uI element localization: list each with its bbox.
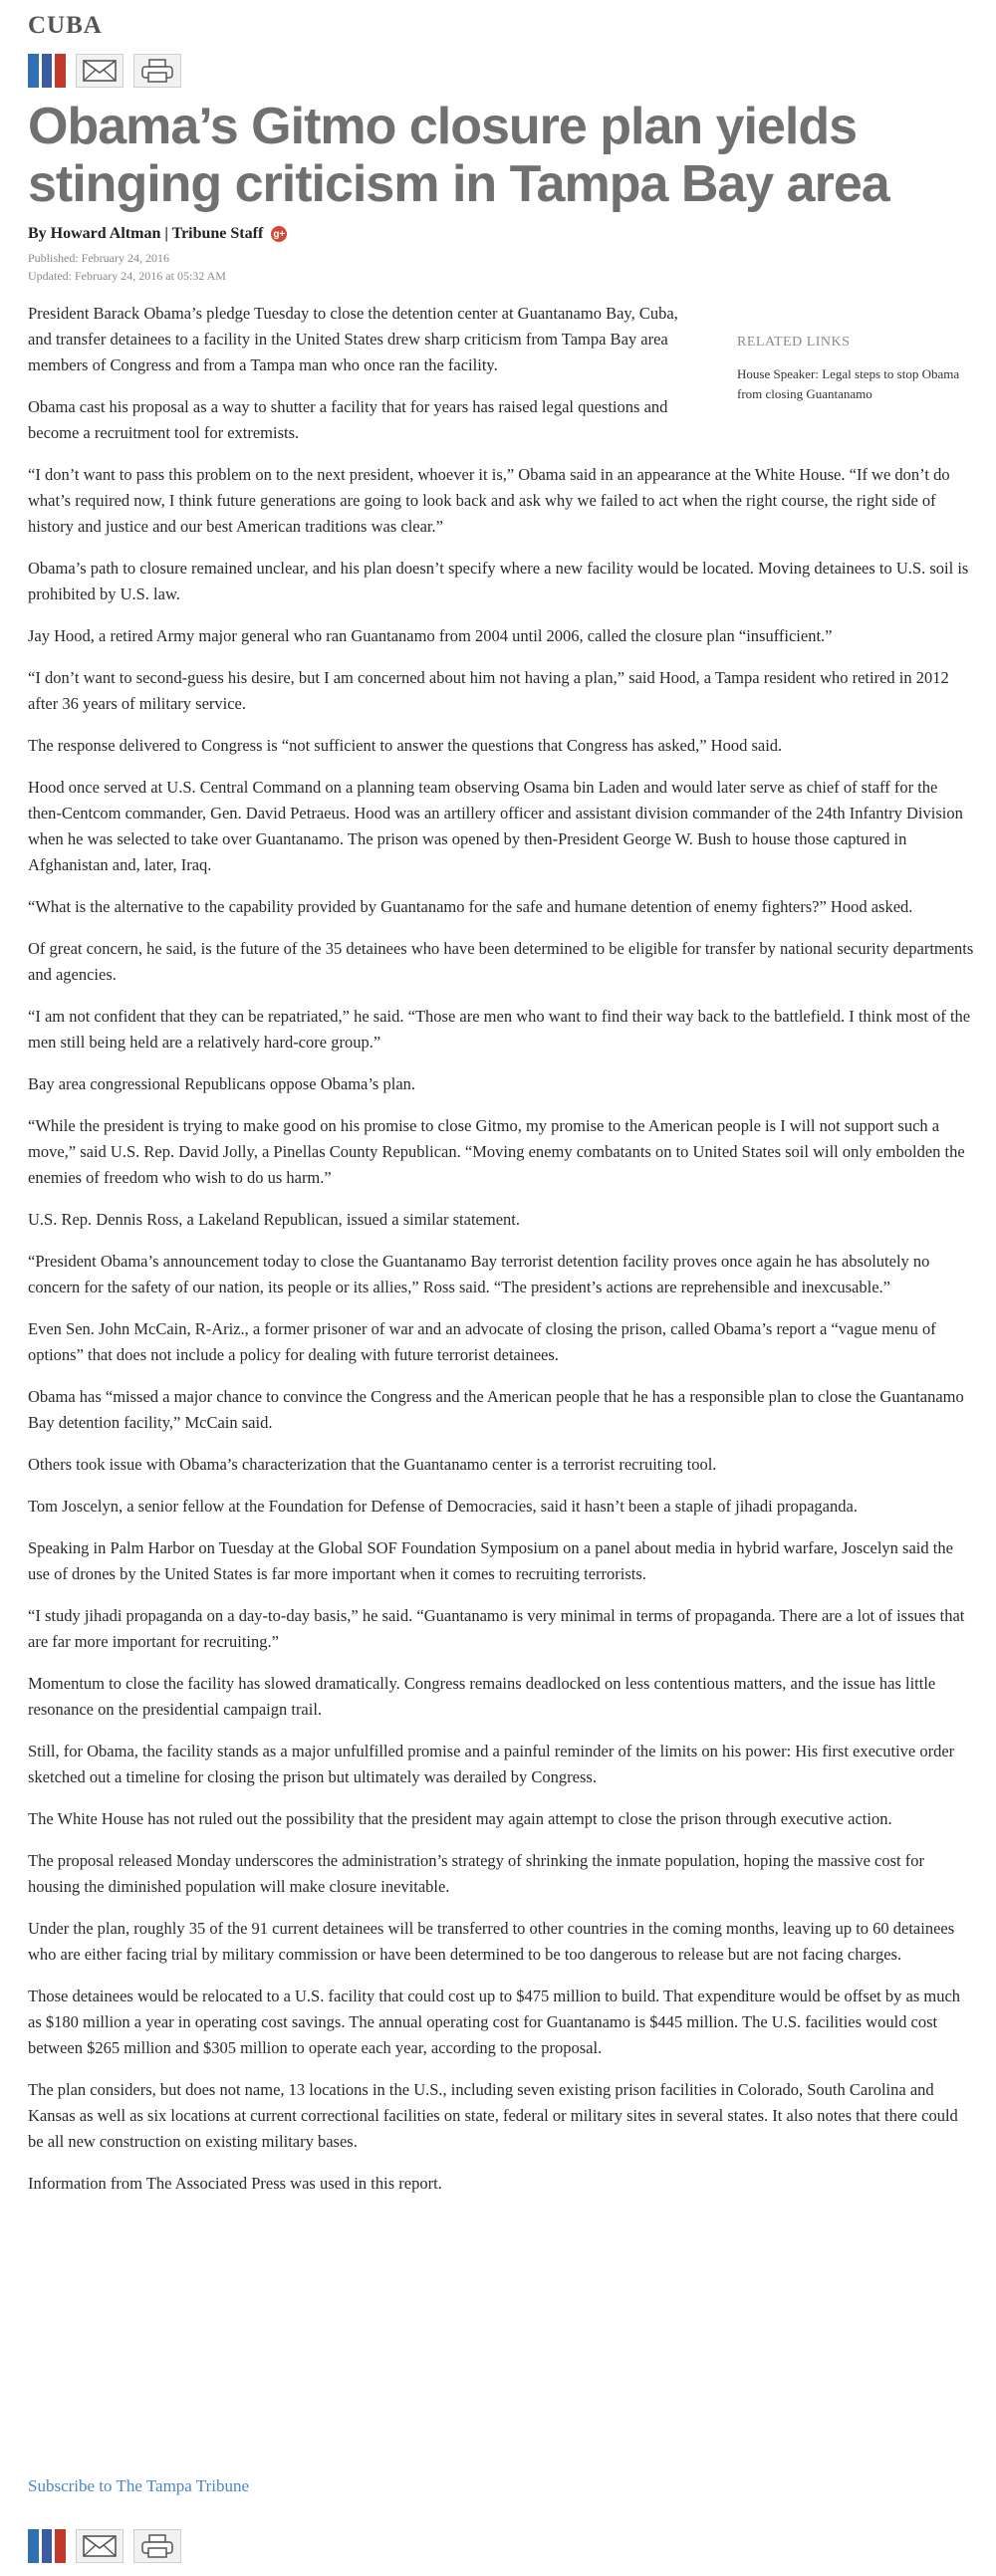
article-body	[28, 301, 974, 2213]
paragraph: Of great concern, he said, is the future of the 35 detainees who have been determined to be eligible for transfer by national security departments and agencies.	[28, 939, 974, 984]
paragraph: The proposal released Monday underscores the administration’s strategy of shrinking the inmate population, hoping the massive cost for housing the diminished population will make closure inevitable.	[28, 1851, 924, 1896]
paragraph: Obama cast his proposal as a way to shutter a facility that for years has raised legal questions and become a recruitment tool for extremists.	[28, 397, 668, 442]
social-share-icon[interactable]	[28, 54, 66, 88]
printer-icon	[141, 2534, 173, 2558]
paragraph: Those detainees would be relocated to a U.S. facility that could cost up to $475 million to build. That expenditure would be offset by as much as $180 million a year in operating cost savings. The annual operating cost for Guantanamo is $445 million. The U.S. facilities would cost between $265 million and $305 million to operate each year, according to the proposal.	[28, 1987, 961, 2057]
paragraph: Momentum to close the facility has slowed dramatically. Congress remains deadlocked on less contentious matters, and the issue has little resonance on the presidential campaign trail.	[28, 1674, 936, 1719]
paragraph: Jay Hood, a retired Army major general who ran Guantanamo from 2004 until 2006, called the closure plan “insufficient.”	[28, 626, 833, 645]
byline	[28, 225, 287, 243]
print-button[interactable]	[133, 54, 181, 88]
paragraph: “I am not confident that they can be repatriated,” he said. “Those are men who want to find their way back to the battlefield. I think most of the men still being held are a relatively hard-core group.”	[28, 1007, 971, 1052]
printer-icon	[141, 59, 173, 83]
paragraph: Tom Joscelyn, a senior fellow at the Foundation for Defense of Democracies, said it hasn’t been a staple of jihadi propaganda.	[28, 1497, 858, 1516]
paragraph: Bay area congressional Republicans oppose Obama’s plan.	[28, 1074, 416, 1093]
share-bar-1	[28, 2529, 39, 2563]
headline: Obama’s Gitmo closure plan yields stinging criticism in Tampa Bay area	[28, 98, 889, 213]
share-bar-2	[42, 54, 53, 88]
related-links-heading: RELATED LINKS	[737, 335, 851, 350]
paragraph: “I don’t want to second-guess his desire, but I am concerned about him not having a plan,” said Hood, a Tampa resident who retired in 2012 after 36 years of military service.	[28, 668, 949, 713]
paragraph: “While the president is trying to make good on his promise to close Gitmo, my promise to the American people is I will not support such a move,” said U.S. Rep. David Jolly, a Pinellas County Republican. “Moving enemy combatants on to United States soil will only embolden the enemies of freedom who wish to do us harm.”	[28, 1116, 965, 1187]
section-label[interactable]: CUBA	[28, 12, 103, 39]
paragraph: Information from The Associated Press was used in this report.	[28, 2174, 442, 2193]
paragraph: President Barack Obama’s pledge Tuesday to close the detention center at Guantanamo Bay, Cuba, and transfer detainees to a facility in the United States drew sharp criticism from Tampa Bay area members of Congress and from a Tampa man who once ran the facility.	[28, 304, 678, 374]
paragraph: The White House has not ruled out the possibility that the president may again attempt to close the prison through executive action.	[28, 1809, 892, 1828]
share-toolbar-bottom	[28, 2529, 191, 2563]
paragraph: “I don’t want to pass this problem on to the next president, whoever it is,” Obama said in an appearance at the White House. “If we don’t do what’s required now, I think future generations are going to look back and ask why we failed to act when the right course, the right side of history and justice and our best American traditions was clear.”	[28, 465, 950, 536]
paragraph: Obama’s path to closure remained unclear, and his plan doesn’t specify where a new facility would be located. Moving detainees to U.S. soil is prohibited by U.S. law.	[28, 559, 969, 603]
byline-text[interactable]: By Howard Altman | Tribune Staff	[28, 225, 264, 242]
paragraph: Hood once served at U.S. Central Command on a planning team observing Osama bin Laden and would later serve as chief of staff for the then-Centcom commander, Gen. David Petraeus. Hood was an artillery officer and assistant division commander of the 24th Infantry Division when he was selected to take over Guantanamo. The prison was opened by then-President George W. Bush to house those captured in Afghanistan and, later, Iraq.	[28, 778, 963, 874]
related-link[interactable]: House Speaker: Legal steps to stop Obama from closing Guantanamo	[737, 366, 960, 401]
paragraph: Even Sen. John McCain, R-Ariz., a former prisoner of war and an advocate of closing the prison, called Obama’s report a “vague menu of options” that does not include a policy for dealing with future terrorist detainees.	[28, 1319, 936, 1364]
share-bar-2	[42, 2529, 53, 2563]
email-button[interactable]	[76, 54, 124, 88]
envelope-icon	[83, 60, 117, 82]
paragraph: “What is the alternative to the capability provided by Guantanamo for the safe and humane detention of enemy fighters?” Hood asked.	[28, 897, 913, 916]
share-toolbar-top	[28, 54, 191, 88]
subscribe-link[interactable]: Subscribe to The Tampa Tribune	[28, 2476, 250, 2495]
published-date: Published: February 24, 2016	[28, 251, 169, 265]
paragraph: Under the plan, roughly 35 of the 91 current detainees will be transferred to other countries in the coming months, leaving up to 60 detainees who are either facing trial by military commission or have been determined to be too dangerous to release but are not facing charges.	[28, 1919, 955, 1964]
email-button[interactable]	[76, 2529, 124, 2563]
paragraph: Others took issue with Obama’s characterization that the Guantanamo center is a terrorist recruiting tool.	[28, 1455, 717, 1474]
paragraph: U.S. Rep. Dennis Ross, a Lakeland Republican, issued a similar statement.	[28, 1210, 520, 1229]
paragraph: Still, for Obama, the facility stands as a major unfulfilled promise and a painful reminder of the limits on his power: His first executive order sketched out a timeline for closing the prison but ultimately was derailed by Congress.	[28, 1742, 955, 1786]
paragraph: “President Obama’s announcement today to close the Guantanamo Bay terrorist detention facility proves once again he has absolutely no concern for the safety of our nation, its people or its allies,” Ross said. “The president’s actions are reprehensible and inexcusable.”	[28, 1252, 930, 1296]
paragraph: Speaking in Palm Harbor on Tuesday at the Global SOF Foundation Symposium on a panel about media in hybrid warfare, Joscelyn said the use of drones by the United States is far more important when it comes to recruiting terrorists.	[28, 1538, 953, 1583]
paragraph: Obama has “missed a major chance to convince the Congress and the American people that he has a responsible plan to close the Guantanamo Bay detention facility,” McCain said.	[28, 1387, 964, 1432]
google-plus-icon[interactable]: g+	[271, 226, 287, 242]
paragraph: The plan considers, but does not name, 13 locations in the U.S., including seven existing prison facilities in Colorado, South Carolina and Kansas as well as six locations at current correctional facilities on state, federal or military sites in several states. It also notes that there could be all new construction on existing military bases.	[28, 2080, 958, 2151]
share-bar-1	[28, 54, 39, 88]
paragraph: The response delivered to Congress is “not sufficient to answer the questions that Congress has asked,” Hood said.	[28, 736, 783, 755]
envelope-icon	[83, 2535, 117, 2557]
paragraph: “I study jihadi propaganda on a day-to-day basis,” he said. “Guantanamo is very minimal in terms of propaganda. There are a lot of issues that are far more important for recruiting.”	[28, 1606, 965, 1651]
updated-date: Updated: February 24, 2016 at 05:32 AM	[28, 269, 226, 283]
share-bar-3	[55, 2529, 66, 2563]
social-share-icon[interactable]	[28, 2529, 66, 2563]
print-button[interactable]	[133, 2529, 181, 2563]
share-bar-3	[55, 54, 66, 88]
